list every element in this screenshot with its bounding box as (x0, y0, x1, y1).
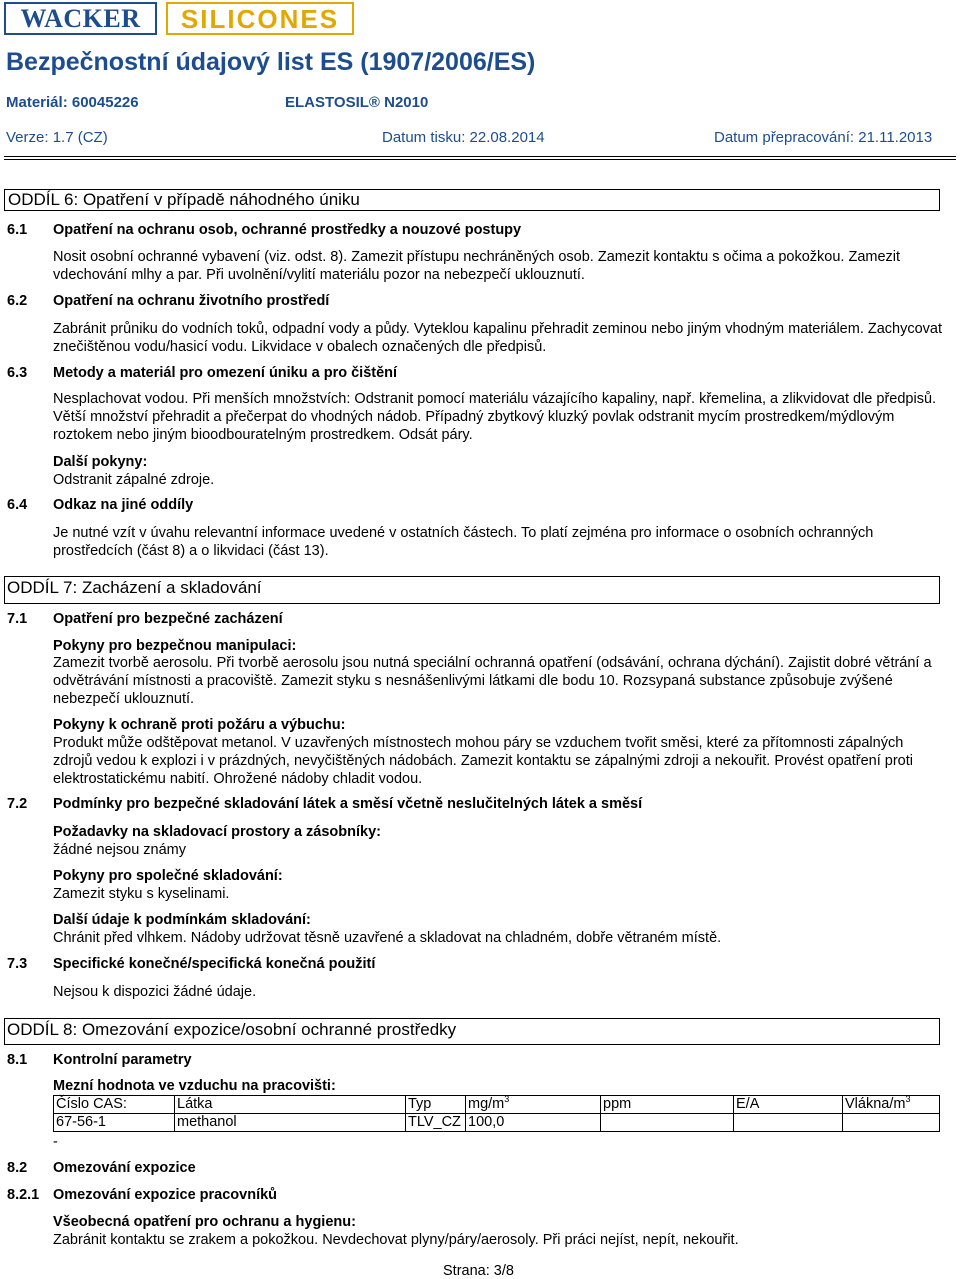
wacker-logo: WACKER (4, 2, 157, 35)
paragraph: Produkt může odštěpovat metanol. V uzavřených místnostech mohou páry se vzduchem tvořit směsi, které za přítomnosti zápalných zdrojů vedou k explozi i v prázdných, nevyčištěných nádobách. Zamezit kontaktu se zápalnými zdroji a nekouřit. Provést opatření proti elektrostatickému nabití. Ohrožené nádoby chladit vodou. (53, 735, 913, 788)
unit-exponent: 3 (504, 1094, 510, 1105)
paragraph: Nesplachovat vodou. Při menších množstvích: Odstranit pomocí materiálu vázajícího kapaliny, např. křemelina, a zlikvidovat dle předpisů. Větší množství přehradit a přečerpat do vhodných nádob. Případný zbytkový kluzký povlak odstranit mycím prostredkem/mýdlovým roztokem nebo jiným bioodbouratelným prostredkem. Odsát páry. (53, 391, 937, 444)
subsection-title: Specifické konečné/specifická konečná použití (53, 956, 376, 972)
table-header-row (54, 1096, 940, 1114)
section-8-bottom-rule (4, 1044, 940, 1045)
subsection-title: Kontrolní parametry (53, 1052, 192, 1068)
revision-date: Datum přepracování: 21.11.2013 (714, 129, 933, 146)
table-footnote: - (53, 1134, 58, 1150)
paragraph: Chránit před vlhkem. Nádoby udržovat těsně uzavřené a skladovat na chladném, dobře větraném místě. (53, 930, 722, 946)
section-7-top-rule (4, 576, 300, 577)
table-cell (601, 1114, 734, 1132)
subsection-title: Omezování expozice pracovníků (53, 1187, 278, 1203)
paragraph: Nosit osobní ochranné vybavení (viz. odst. 8). Zamezit přístupu nechráněných osob. Zamezit kontaktu s očima a pokožkou. Zamezit vdechování mlhy a par. Při uvolnění/vylití materiálu pozor na nebezpečí uklouznutí. (53, 249, 901, 284)
table-cell: methanol (175, 1114, 406, 1132)
paragraph: Je nutné vzít v úvahu relevantní informace uvedené v ostatních částech. To platí zejména pro informace o osobních ochranných prostředcích (část 8) a o likvidaci (část 13). (53, 525, 874, 560)
print-date: Datum tisku: 22.08.2014 (382, 129, 545, 146)
note-heading: Další pokyny: (53, 454, 148, 470)
subsection-title: Odkaz na jiné oddíly (53, 497, 194, 513)
paragraph: Zabránit kontaktu se zrakem a pokožkou. Nevdechovat plyny/páry/aerosoly. Při práci nejíst, nepít, nekouřit. (53, 1232, 739, 1248)
section-number: 6.3 (7, 365, 28, 381)
note-heading: Mezní hodnota ve vzduchu na pracovišti: (53, 1078, 336, 1094)
paragraph: Odstranit zápalné zdroje. (53, 472, 215, 488)
section-6-title: ODDÍL 6: Opatření v případě náhodného úniku (8, 190, 360, 209)
table-header-cell: Typ (406, 1096, 466, 1114)
table-cell: 100,0 (466, 1114, 601, 1132)
table-cell: TLV_CZ (406, 1114, 466, 1132)
paragraph: Nejsou k dispozici žádné údaje. (53, 984, 257, 1000)
section-8-title: ODDÍL 8: Omezování expozice/osobní ochranné prostředky (7, 1020, 457, 1039)
unit-label: mg/m (468, 1096, 505, 1112)
table-header-cell (843, 1096, 940, 1114)
table-header-cell: Látka (175, 1096, 406, 1114)
paragraph: Zamezit styku s kyselinami. (53, 886, 230, 902)
section-6-heading (4, 189, 940, 211)
section-number: 6.4 (7, 497, 28, 513)
paragraph: Zabránit průniku do vodních toků, odpadní vody a půdy. Vyteklou kapalinu přehradit zeminou nebo jiným vhodným materiálem. Zachycovat znečištěnou vodu/hasicí vodu. Likvidace v obalech označených dle předpisů. (53, 321, 943, 356)
product-name: ELASTOSIL® N2010 (285, 94, 429, 111)
section-7-left-rule (4, 576, 5, 603)
section-8-right-rule (939, 1018, 940, 1044)
unit-label: Vlákna/m (845, 1096, 906, 1112)
section-number: 8.2.1 (7, 1187, 40, 1203)
table-cell (734, 1114, 843, 1132)
note-heading: Pokyny pro společné skladování: (53, 868, 283, 884)
version: Verze: 1.7 (CZ) (6, 129, 108, 146)
note-heading: Další údaje k podmínkám skladování: (53, 912, 311, 928)
material-number: Materiál: 60045226 (6, 94, 139, 111)
table-cell (843, 1114, 940, 1132)
section-number: 8.1 (7, 1052, 28, 1068)
page-number: Strana: 3/8 (443, 1263, 514, 1279)
section-number: 7.1 (7, 611, 28, 627)
paragraph: Zamezit tvorbě aerosolu. Při tvorbě aerosolu jsou nutná speciální ochranná opatření (odsávání, ochrana dýchání). Zajistit dobré větrání a odvětrávání místnosti a pracoviště. Zamezit styku s nesnášenlivými látkami dle bodu 10. Rozsypaná substance způsobuje zvýšené nebezpečí uklouznutí. (53, 655, 932, 708)
silicones-logo: SILICONES (166, 2, 354, 35)
note-heading: Pokyny pro bezpečnou manipulaci: (53, 638, 297, 654)
note-heading: Všeobecná opatření pro ochranu a hygienu: (53, 1214, 356, 1230)
section-7-top-rule-right (300, 576, 940, 577)
section-7-title: ODDÍL 7: Zacházení a skladování (7, 578, 262, 597)
note-heading: Požadavky na skladovací prostory a zásobníky: (53, 824, 381, 840)
subsection-title: Metody a materiál pro omezení úniku a pro čištění (53, 365, 398, 381)
subsection-title: Opatření na ochranu osob, ochranné prostředky a nouzové postupy (53, 222, 522, 238)
table-row (54, 1114, 940, 1132)
header-divider (4, 156, 956, 157)
note-heading: Pokyny k ochraně proti požáru a výbuchu: (53, 717, 346, 733)
section-number: 6.2 (7, 293, 28, 309)
subsection-title: Opatření na ochranu životního prostředí (53, 293, 330, 309)
section-7-bottom-rule (4, 603, 940, 604)
subsection-title: Omezování expozice (53, 1160, 196, 1176)
document-title: Bezpečnostní údajový list ES (1907/2006/ES) (6, 48, 536, 76)
section-number: 7.3 (7, 956, 28, 972)
table-header-cell: ppm (601, 1096, 734, 1114)
table-header-cell (466, 1096, 601, 1114)
table-header-cell: Číslo CAS: (54, 1096, 175, 1114)
section-number: 6.1 (7, 222, 28, 238)
subsection-title: Opatření pro bezpečné zacházení (53, 611, 283, 627)
paragraph: žádné nejsou známy (53, 842, 186, 858)
section-8-left-rule (4, 1018, 5, 1044)
section-number: 8.2 (7, 1160, 28, 1176)
table-header-cell: E/A (734, 1096, 843, 1114)
header-divider-2 (4, 159, 956, 160)
unit-exponent: 3 (905, 1094, 911, 1105)
table-cell: 67-56-1 (54, 1114, 175, 1132)
section-number: 7.2 (7, 796, 28, 812)
subsection-title: Podmínky pro bezpečné skladování látek a směsí včetně neslučitelných látek a směsí (53, 796, 643, 812)
section-8-top-rule (4, 1018, 940, 1019)
section-7-right-rule (939, 576, 940, 603)
exposure-limits-table (53, 1095, 940, 1132)
